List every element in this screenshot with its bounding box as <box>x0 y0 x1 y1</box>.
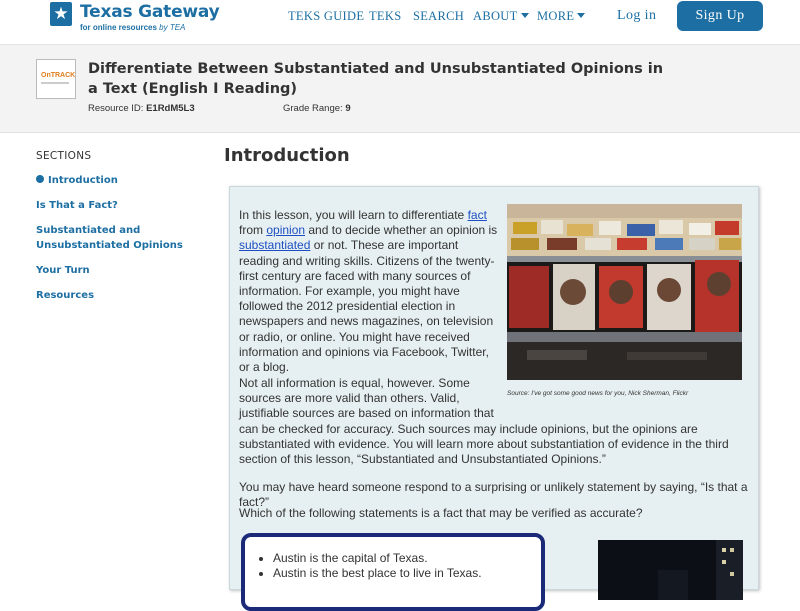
texas-gateway-logo[interactable] <box>36 2 226 32</box>
star-icon: ★ <box>50 2 72 26</box>
sections-heading: SECTIONS <box>36 150 92 162</box>
statement-item: • Austin is the capital of Texas. <box>273 551 541 566</box>
magazine-rack-photo <box>507 204 742 380</box>
sidebar-item-substantiated-opinions[interactable]: Substantiated and Unsubstantiated Opinions <box>36 225 183 251</box>
chevron-down-icon <box>577 13 585 18</box>
image-caption: Source: I've got some good news for you, Nick Sherman, Flickr <box>507 390 689 397</box>
section-heading: Introduction <box>224 145 350 166</box>
sidebar-item-resources[interactable]: Resources <box>36 290 95 301</box>
top-navbar <box>0 0 800 45</box>
statement-item: • Austin is the best place to live in Texas. <box>273 566 541 581</box>
sidebar-item-introduction[interactable]: Introduction <box>36 173 118 188</box>
glossary-link-opinion[interactable]: opinion <box>266 223 306 238</box>
nav-teks-guide[interactable]: TEKS GUIDE <box>288 9 365 23</box>
paragraph-3: You may have heard someone respond to a surprising or unlikely statement by saying, “Is that a fact?” <box>239 480 748 510</box>
logo-subtitle: for online resources by TEA <box>80 23 186 32</box>
sidebar-item-is-that-a-fact[interactable]: Is That a Fact? <box>36 200 118 211</box>
signup-button[interactable]: Sign Up <box>677 1 763 31</box>
resource-title: Differentiate Between Substantiated and Unsubstantiated Opinions in a Text (English I Reading) <box>88 61 664 97</box>
ontrack-logo: OnTRACK <box>36 59 76 99</box>
chevron-down-icon <box>521 13 529 18</box>
active-bullet-icon <box>36 175 44 183</box>
grade-range: Grade Range: 9 <box>283 103 351 114</box>
statements-box <box>241 533 545 611</box>
resource-header <box>0 45 800 133</box>
glossary-link-fact[interactable]: fact <box>467 208 487 222</box>
question-prompt: Which of the following statements is a fact that may be verified as accurate? <box>239 506 643 520</box>
night-photo <box>598 540 743 600</box>
night-city-image <box>598 540 743 600</box>
lesson-content-panel <box>229 186 759 590</box>
login-link[interactable]: Log in <box>617 8 657 23</box>
nav-search[interactable]: SEARCH <box>413 9 465 23</box>
nav-about[interactable]: ABOUT <box>473 9 529 24</box>
logo-title: Texas Gateway <box>80 2 220 22</box>
sidebar-item-your-turn[interactable]: Your Turn <box>36 265 90 276</box>
resource-id: Resource ID: E1RdM5L3 <box>88 103 195 114</box>
magazine-rack-image <box>507 204 742 380</box>
statements-list <box>245 551 541 581</box>
intro-paragraph: In this lesson, you will learn to differentiate fact from opinion and to decide whether an opinion is substantiated or not. These are important reading and writing skills. Citizens of the twenty-first century are faced with many sources of information. For example, you might have followed the 2012 presidential election in newspapers and news magazines, on television or radio, or online. You might have received information and opinions via Facebook, Twitter, or a blog. <box>239 208 498 375</box>
glossary-link-substantiated[interactable]: substantiated <box>239 238 311 253</box>
nav-teks[interactable]: TEKS <box>369 9 402 23</box>
nav-more[interactable]: MORE <box>537 9 585 24</box>
paragraph-2: Not all information is equal, however. Some sources are more valid than others. Valid, justifiable sources are based on information that can be checked for accuracy. Such sources may include opinions, but the opinions are substantiated with evidence. You will learn more about substantiation of evidence in the third section of this lesson, “Substantiated and Unsubstantiated Opinions.” <box>239 376 729 467</box>
